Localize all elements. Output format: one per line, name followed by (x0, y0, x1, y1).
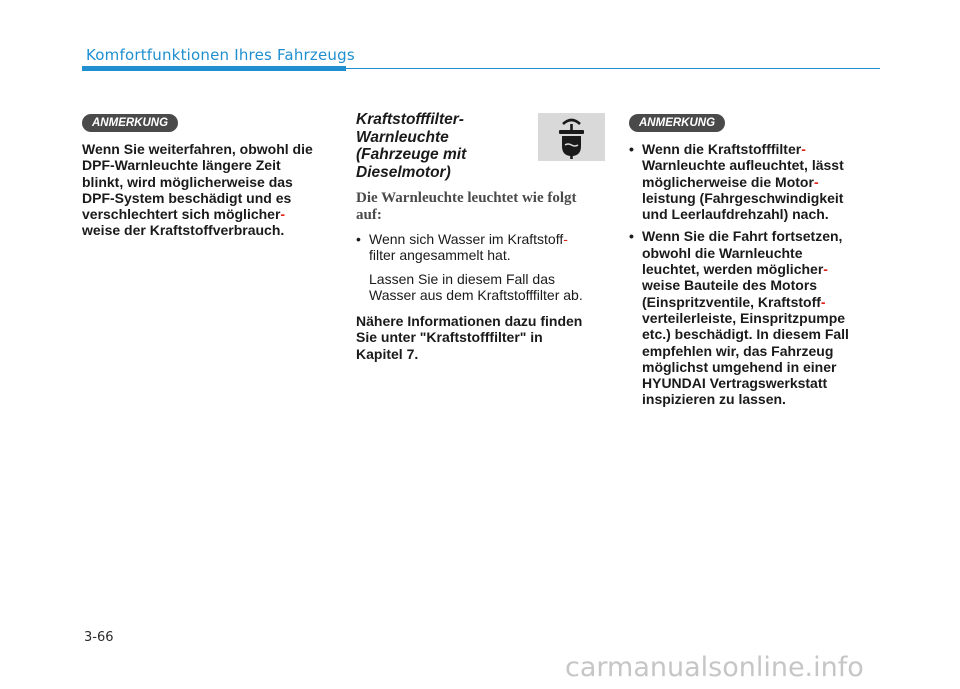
note-text-left (82, 141, 334, 239)
text-line: HYUNDAI Vertragswerkstatt (642, 375, 828, 392)
title-line: Dieselmotor) (356, 163, 451, 181)
fuel-filter-warning-icon (538, 113, 605, 161)
text-line: verschlechtert sich möglicher- (82, 206, 286, 223)
text-line: Wenn Sie weiterfahren, obwohl die (82, 141, 313, 157)
hyphen: - (820, 293, 826, 310)
note-badge-left: ANMERKUNG (82, 114, 178, 132)
text-line: DPF-Warnleuchte längere Zeit (82, 157, 281, 174)
text-line: leuchtet, werden möglicher- (642, 261, 828, 278)
text-line: Lassen Sie in diesem Fall das (369, 270, 555, 287)
reference-note (356, 313, 604, 362)
warning-light-title (356, 111, 526, 181)
text-line: obwohl die Warnleuchte (642, 244, 803, 261)
title-line: Warnleuchte (356, 128, 449, 146)
watermark: carmanualsonline.info (565, 652, 864, 683)
header-accent-bar (82, 66, 346, 71)
bullet-symbol: • (629, 141, 634, 157)
text-line: filter angesammelt hat. (369, 247, 511, 264)
page-number: 3-66 (84, 630, 114, 645)
text-line: Wasser aus dem Kraftstofffilter ab. (369, 286, 583, 303)
bullet-symbol: • (629, 228, 634, 245)
text-line: empfehlen wir, das Fahrzeug (642, 342, 834, 359)
text-line: möglicherweise die Motor- (642, 173, 819, 190)
list-item (356, 231, 604, 303)
note-bullet-list-right (629, 141, 879, 408)
text-line: Nähere Informationen dazu finden (356, 313, 583, 329)
text-line: verteilerleiste, Einspritzpumpe (642, 309, 846, 326)
text-line: Wenn Sie die Fahrt fortsetzen, (642, 228, 843, 245)
text-line: weise der Kraftstoffverbrauch. (82, 222, 285, 239)
title-line: Kraftstofffilter- (356, 111, 464, 128)
text-line: leistung (Fahrgeschwindigkeit (642, 189, 844, 206)
header-rule (346, 68, 880, 69)
text-line: weise Bauteile des Motors (642, 277, 818, 294)
text-line: und Leerlaufdrehzahl) nach. (642, 206, 829, 223)
warning-bullet-list (356, 231, 604, 303)
hyphen: - (823, 261, 828, 278)
text-line: DPF-System beschädigt und es (82, 189, 292, 206)
text-line: Wenn die Kraftstofffilter- (642, 141, 806, 157)
subheading-line: Die Warnleuchte leuchtet wie folgt (356, 190, 577, 206)
hyphen: - (563, 231, 568, 247)
text-line: etc.) beschädigt. In diesem Fall (642, 326, 849, 343)
subheading-line: auf: (356, 207, 382, 223)
title-line: (Fahrzeuge mit (356, 146, 467, 163)
text-line: Warnleuchte aufleuchtet, lässt (642, 157, 844, 174)
text-line: Kapitel 7. (356, 345, 419, 362)
text-line: Sie unter "Kraftstofffilter" in (356, 329, 543, 346)
bullet-symbol: • (356, 231, 361, 247)
list-item (629, 141, 879, 222)
text-line: möglichst umgehend in einer (642, 358, 837, 375)
section-title: Komfortfunktionen Ihres Fahrzeugs (86, 46, 355, 64)
text-line: (Einspritzventile, Kraftstoff- (642, 293, 826, 310)
list-item (629, 228, 879, 407)
text-line: blinkt, wird möglicherweise das (82, 173, 293, 190)
hyphen: - (280, 206, 286, 223)
warning-subheading (356, 190, 606, 224)
note-badge-right: ANMERKUNG (629, 114, 725, 132)
text-line: Wenn sich Wasser im Kraftstoff- (369, 231, 568, 247)
text-line: inspizieren zu lassen. (642, 391, 786, 408)
hyphen: - (801, 141, 806, 157)
hyphen: - (813, 173, 819, 190)
